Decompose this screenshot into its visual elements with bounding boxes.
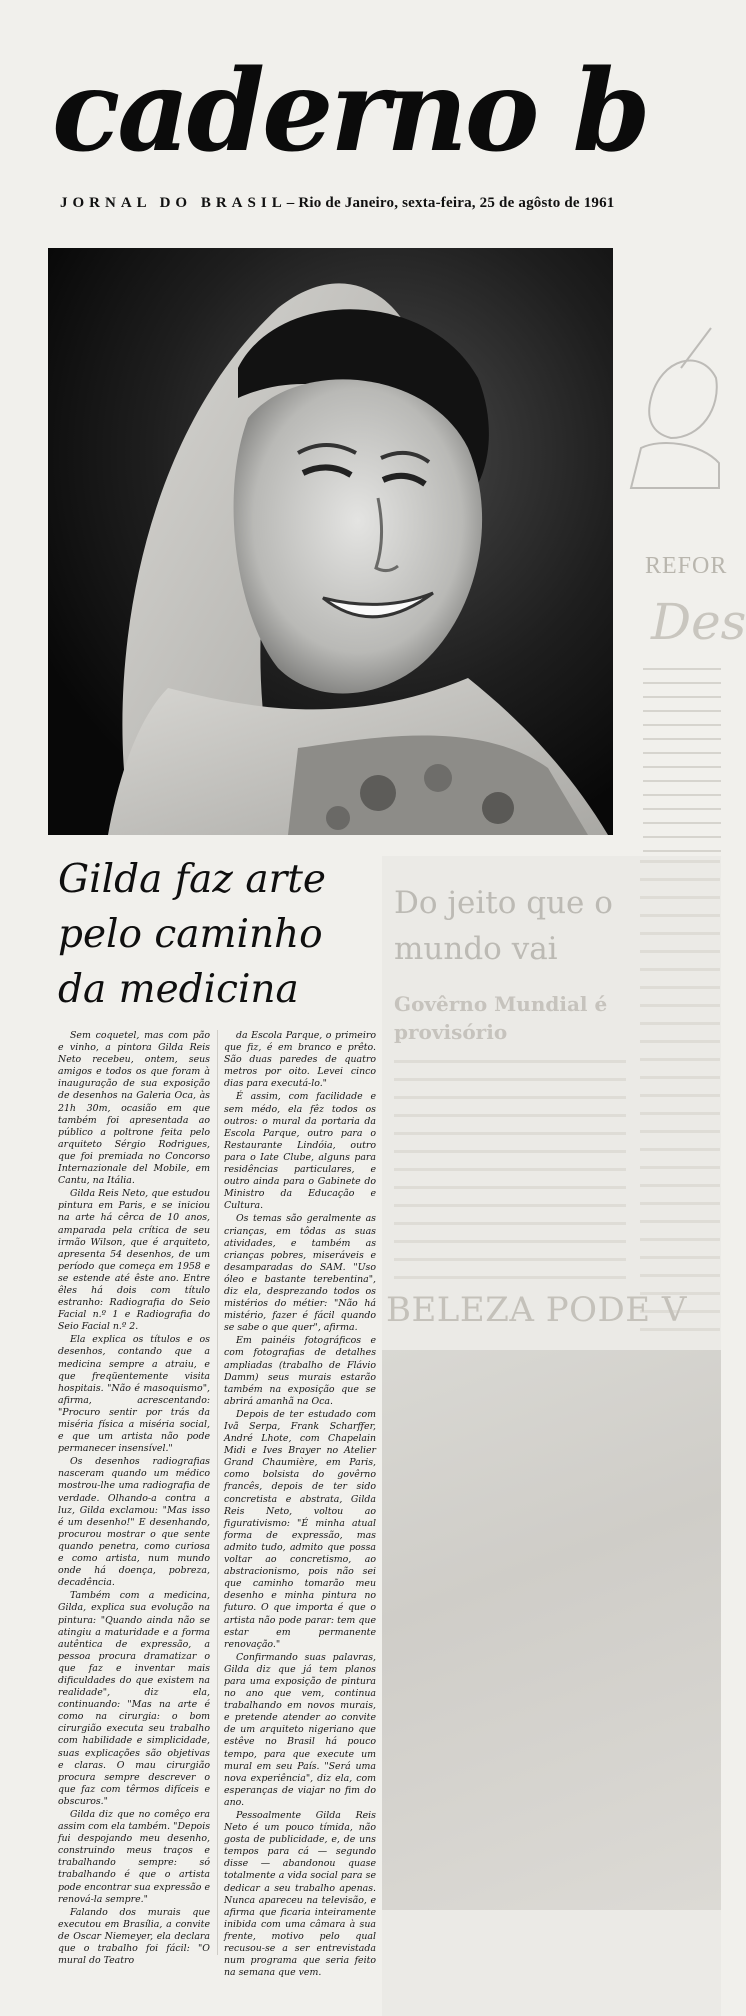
column-rule	[217, 1030, 218, 1955]
adjacent-title: Des	[651, 593, 746, 651]
masthead-title: caderno b	[52, 46, 648, 177]
faded-photo	[382, 1350, 721, 1910]
masthead	[48, 46, 708, 222]
paragraph: Sem coquetel, mas com pão e vinho, a pintora Gilda Reis Neto recebeu, ontem, seus amigos e todos os que foram à inauguração de sua exposição de desenhos na Galeria Oca, às 21h 30m, ocasião em que também foi apresentada ao público a poltrone feita pelo arquiteto Sérgio Rodrigues, que foi premiada no Concorso Internazionale del Mobile, em Cantu, na Itália.	[58, 1030, 210, 1187]
portrait-photo	[48, 248, 613, 835]
faint-text-lines	[643, 668, 721, 878]
adjacent-article-fragment	[615, 248, 746, 838]
paragraph: Os temas são geralmente as crianças, em tôdas as suas atividades, e também as crianças pobres, miseráveis e desamparadas do SAM. "Uso óleo e bastante terebentina", diz ela, desprezando todos os mistérios do métier: "Não há mistério, fazer é fácil quando se sabe o que quer", afirma.	[224, 1213, 376, 1334]
faded-right-text-lines	[640, 860, 720, 1346]
masthead-dateline-row	[60, 195, 700, 212]
paragraph: Pessoalmente Gilda Reis Neto é um pouco tímida, não gosta de publicidade, e, de uns tempos para cá — segundo disse — abandonou quase totalmente a vida social para se dedicar a seu trabalho apenas. Nunca apareceu na televisão, e afirma que ficaria inteiramente inibida com uma câmara à sua frente, motivo pelo qual recusou-se a ser entrevistada num programa que seria feito na semana que vem.	[224, 1810, 376, 1979]
paragraph: Também com a medicina, Gilda, explica sua evolução na pintura: "Quando ainda não se atingiu a maturidade e a forma autêntica de expressão, a pessoa procura dramatizar o que faz e inventar mais dificuldades do que existem na realidade", diz ela, continuando: "Mas na arte é como na cirurgia: o bom cirurgião executa seu trabalho com habilidade e simplicidade, suas explicações são objetivas e claras. O mau cirurgião procura sempre descrever o que faz com têrmos difíceis e obscuros."	[58, 1590, 210, 1807]
paragraph: Em painéis fotográficos e com fotografias de detalhes ampliadas (trabalho de Flávio Damm) seus murais estarão também na exposição que se abrirá amanhã na Oca.	[224, 1335, 376, 1407]
paper-name: JORNAL DO BRASIL	[60, 195, 287, 211]
paragraph: Ela explica os títulos e os desenhos, contando que a medicina sempre a atraiu, e que freqüentemente visita hospitais. "Não é masoquismo", afirma, acrescentando: "Procuro sentir por trás da miséria física a miséria social, e que um artista não pode permanecer insensível."	[58, 1334, 210, 1455]
article-column-1	[58, 1030, 210, 1967]
paragraph: da Escola Parque, o primeiro que fiz, é em branco e prêto. São duas paredes de quatro metros por oito. Levei cinco dias para executá-lo."	[224, 1030, 376, 1090]
paragraph: Gilda diz que no comêço era assim com ela também. "Depois fui despojando meu desenho, construindo meus traços e trabalhando sempre: só trabalhando é que o artista pode encontrar sua expressão e renová-la sempre."	[58, 1809, 210, 1905]
paragraph: Depois de ter estudado com Ivã Serpa, Frank Scharffer, André Lhote, com Chapelain Midi e Ives Brayer no Atelier Grand Chaumière, em Paris, como bolsista do govêrno francês, depois de ter sido concretista e abstrata, Gilda Reis Neto, voltou ao figurativismo: "É minha atual forma de expressão, mas admito tudo, admito que possa voltar ao concretismo, ao abstracionismo, pois não sei que caminho tomarão meu desenho e minha pintura no futuro. O que importa é que o artista não pode parar: tem que estar em permanente renovação."	[224, 1408, 376, 1650]
article-column-2	[224, 1030, 376, 1979]
faded-subheading: Govêrno Mundial é provisório	[394, 992, 608, 1044]
adjacent-heading: REFOR	[645, 553, 728, 579]
dateline: – Rio de Janeiro, sexta-feira, 25 de agôsto de 1961	[286, 195, 615, 211]
sketch-illustration	[621, 248, 721, 498]
paragraph: Confirmando suas palavras, Gilda diz que já tem planos para uma exposição de pintura no ano que vem, continua trabalhando em novos murais, e pretende atender ao convite de um arquiteto nigeriano que estêve no Brasil há pouco tempo, para que execute um mural em seu País. "Será uma nova experiência", diz ela, com esperanças de viajar no fim do ano.	[224, 1651, 376, 1808]
faded-heading: Do jeito que o mundo vai	[394, 885, 613, 967]
paragraph: Gilda Reis Neto, que estudou pintura em Paris, e se iniciou na arte há cêrca de 10 anos, amparada pela crítica de seu irmão Wilson, que é arquiteto, apresenta 54 desenhos, de um período que começa em 1958 e se estende até êste ano. Entre êles há dois com título estranho: Radiografia do Seio Facial n.º 1 e Radiografia do Seio Facial n.º 2.	[58, 1188, 210, 1333]
paragraph: Falando dos murais que executou em Brasília, a convite de Oscar Niemeyer, ela declara que o trabalho foi fácil: "O mural do Teatro	[58, 1906, 210, 1967]
paragraph: Os desenhos radiografias nasceram quando um médico mostrou-lhe uma radiografia de verdade. Olhando-a contra a luz, Gilda exclamou: "Mas isso é um desenho!" E desenhando, procurou mostrar o que sente quando penetra, como curiosa e como artista, num mundo onde há doença, pobreza, decadência.	[58, 1456, 210, 1589]
faded-banner: BELEZA PODE V	[386, 1290, 687, 1330]
faded-text-lines	[394, 1060, 626, 1294]
portrait-illustration	[48, 248, 613, 835]
paragraph: É assim, com facilidade e sem médo, ela fêz todos os outros: o mural da portaria da Escola Parque, outro para o Restaurante Lindóia, outro para o Iate Clube, alguns para residências particulares, e outro ainda para o Gabinete do Ministro da Educação e Cultura.	[224, 1091, 376, 1212]
article-headline: Gilda faz arte pelo caminho da medicina	[58, 857, 326, 1012]
